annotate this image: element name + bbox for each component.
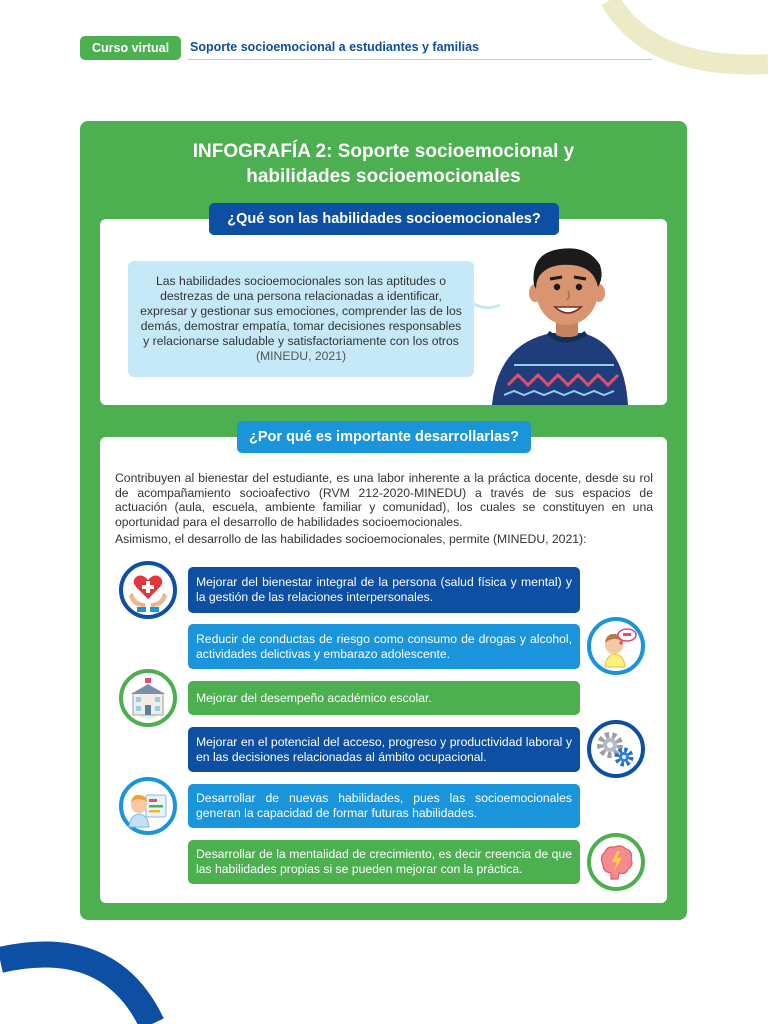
importance-intro-text: Contribuyen al bienestar del estudiante, es una labor inherente a la práctica docente, desde su rol de acompañamiento socioafectivo (RVM 212-2020-MINEDU) a través de sus espacios de actuación (aula, escuela, ambiente familiar y comunidad), los cuales se constituyen en una oportunidad para el desarrollo de habilidades socioemocionales. [115, 471, 653, 530]
benefit-item-text: Mejorar del desempeño académico escolar. [196, 690, 432, 705]
benefit-item-text: Desarrollar de la mentalidad de crecimiento, es decir creencia de que las habilidades propias si se pueden mejorar con la práctica. [196, 847, 572, 876]
benefit-item [188, 727, 580, 772]
benefit-item-text: Mejorar del bienestar integral de la persona (salud física y mental) y la gestión de las relaciones interpersonales. [196, 575, 572, 604]
benefit-item-text: Mejorar en el potencial del acceso, progreso y productividad laboral y en las decisiones relacionadas al ámbito ocupacional. [196, 734, 572, 764]
benefit-item [188, 567, 580, 613]
benefit-item [188, 784, 580, 828]
page-header [80, 36, 652, 62]
benefit-item [188, 840, 580, 884]
brain-icon [587, 833, 645, 891]
decorative-arc-bottom [0, 934, 200, 1024]
school-building-icon [119, 669, 177, 727]
course-subject: Soporte socioemocional a estudiantes y familias [190, 40, 479, 54]
heart-hands-icon [119, 561, 177, 619]
importance-panel [100, 437, 667, 903]
importance-intro [115, 471, 653, 547]
section2-heading: ¿Por qué es importante desarrollarlas? [237, 421, 531, 453]
infographic-title [80, 139, 687, 189]
definition-text: Las habilidades socioemocionales son las aptitudes o destrezas de una persona relacionadas a identificar, expresar y gestionar sus emociones, comprender las de los demás, demostrar empatía, tomar decisiones responsables y relacionarse saludable y satisfactoriamente con los otros [140, 274, 462, 348]
course-badge: Curso virtual [80, 36, 181, 60]
gears-icon [587, 720, 645, 778]
section1-heading: ¿Qué son las habilidades socioemocionales? [209, 203, 559, 235]
infographic-card [80, 121, 687, 920]
benefit-item-text: Desarrollar de nuevas habilidades, pues las socioemocionales generan la capacidad de formar futuras habilidades. [196, 791, 572, 820]
benefit-item-text: Reducir de conductas de riesgo como consumo de drogas y alcohol, actividades delictivas y embarazo adolescente. [196, 631, 572, 661]
teacher-avatar-icon [490, 245, 630, 405]
header-divider [188, 59, 652, 60]
benefit-item [188, 681, 580, 715]
benefit-item [188, 624, 580, 669]
student-thinking-icon [587, 617, 645, 675]
importance-lead-text: Asimismo, el desarrollo de las habilidades socioemocionales, permite (MINEDU, 2021): [115, 531, 587, 546]
definition-panel [100, 219, 667, 405]
teacher-board-icon [119, 777, 177, 835]
infographic-title-line1: INFOGRAFÍA 2: Soporte socioemocional y [192, 141, 575, 162]
infographic-title-line2: habilidades socioemocionales [246, 166, 521, 187]
definition-speech-bubble [128, 261, 474, 377]
definition-citation: (MINEDU, 2021) [255, 349, 347, 363]
